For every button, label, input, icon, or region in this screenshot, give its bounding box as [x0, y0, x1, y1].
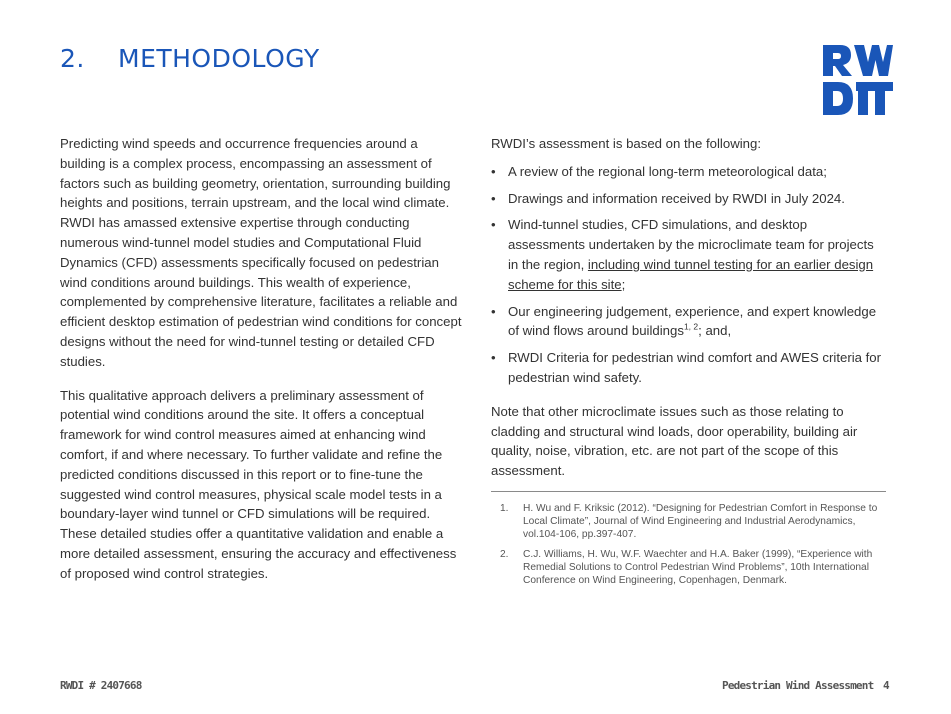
list-item: • Our engineering judgement, experience, and expert knowledge of wind flows around buildings$^{1, 2}$; and,	[491, 303, 877, 339]
list-item: • RWDI Criteria for pedestrian wind comfort and AWES criteria for pedestrian wind safety.	[491, 350, 882, 385]
previous-testing-link[interactable]: including wind tunnel testing for an earlier design scheme for this site	[508, 256, 874, 292]
footnote-divider	[491, 491, 886, 492]
footnote: 1. H. Wu and F. Kriksic (2012). “Designing for Pedestrian Comfort in Response to Local Climate”, Journal of Wind Engineering and Industrial Aerodynamics, vol.104-106, pp.397-407.	[500, 502, 878, 540]
section-number: 2.	[60, 44, 85, 73]
footnote: 2. C.J. Williams, H. Wu, W.F. Waechter and H.A. Baker (1999), “Experience with Remedial Solutions to Control Pedestrian Wind Problems”, 10th International Conference on Wind Engineering, Copenhagen, Denmark.	[500, 548, 873, 586]
bullet-icon: •	[491, 350, 496, 366]
right-column	[491, 134, 886, 594]
assessment-basis-list	[491, 162, 886, 388]
scope-note: Note that other microclimate issues such as those relating to cladding and structural wind loads, door operability, building air quality, noise, vibration, etc. are not part of the scope of this assessment.	[491, 403, 858, 479]
page-number: 4	[883, 679, 889, 692]
paragraph-prediction: Predicting wind speeds and occurrence frequencies around a building is a complex process, encompassing an assessment of factors such as building geometry, orientation, surrounding building heights and positions, terrain upstream, and the local wind climate. RWDI has amassed extensive expertise through conducting numerous wind-tunnel model studies and Computational Fluid Dynamics (CFD) assessments specifically focused on pedestrian wind conditions around buildings. This wealth of experience, complemented by comprehensive literature, facilitates a reliable and efficient desktop estimation of pedestrian wind conditions for concept designs without the need for wind-tunnel testing or detailed CFD studies.	[60, 136, 462, 369]
footnote-reference[interactable]: 1, 2	[683, 321, 699, 332]
assessment-intro: RWDI’s assessment is based on the following:	[491, 136, 761, 151]
rwdi-logo	[822, 44, 894, 116]
section-heading	[60, 44, 320, 73]
bullet-icon: •	[491, 190, 496, 206]
report-title: Pedestrian Wind Assessment	[722, 679, 874, 692]
list-item: • Wind-tunnel studies, CFD simulations, and desktop assessments undertaken by the microclimate team for projects in the region, including wind tunnel testing for an earlier design scheme for this site;	[491, 217, 874, 292]
left-column	[60, 134, 462, 598]
bullet-icon: •	[491, 217, 496, 233]
bullet-icon: •	[491, 303, 496, 319]
paragraph-qualitative-approach: This qualitative approach delivers a preliminary assessment of potential wind conditions around the site. It offers a conceptual framework for wind control measures aimed at enhancing wind comfort, if and where necessary. To further validate and refine the predicted conditions discussed in this report or to fine-tune the suggested wind control measures, physical scale model tests in a boundary-layer wind tunnel or CFD simulations will be required. These detailed studies offer a quantitative validation and enable a more detailed assessment, ensuring the accuracy and effectiveness of proposed wind control strategies.	[60, 387, 457, 581]
section-title: METHODOLOGY	[118, 44, 320, 73]
bullet-icon: •	[491, 163, 496, 179]
project-number: RWDI # 2407668	[60, 679, 142, 692]
list-item: • A review of the regional long-term meteorological data;	[491, 162, 886, 182]
list-item: • Drawings and information received by RWDI in July 2024.	[491, 189, 886, 209]
